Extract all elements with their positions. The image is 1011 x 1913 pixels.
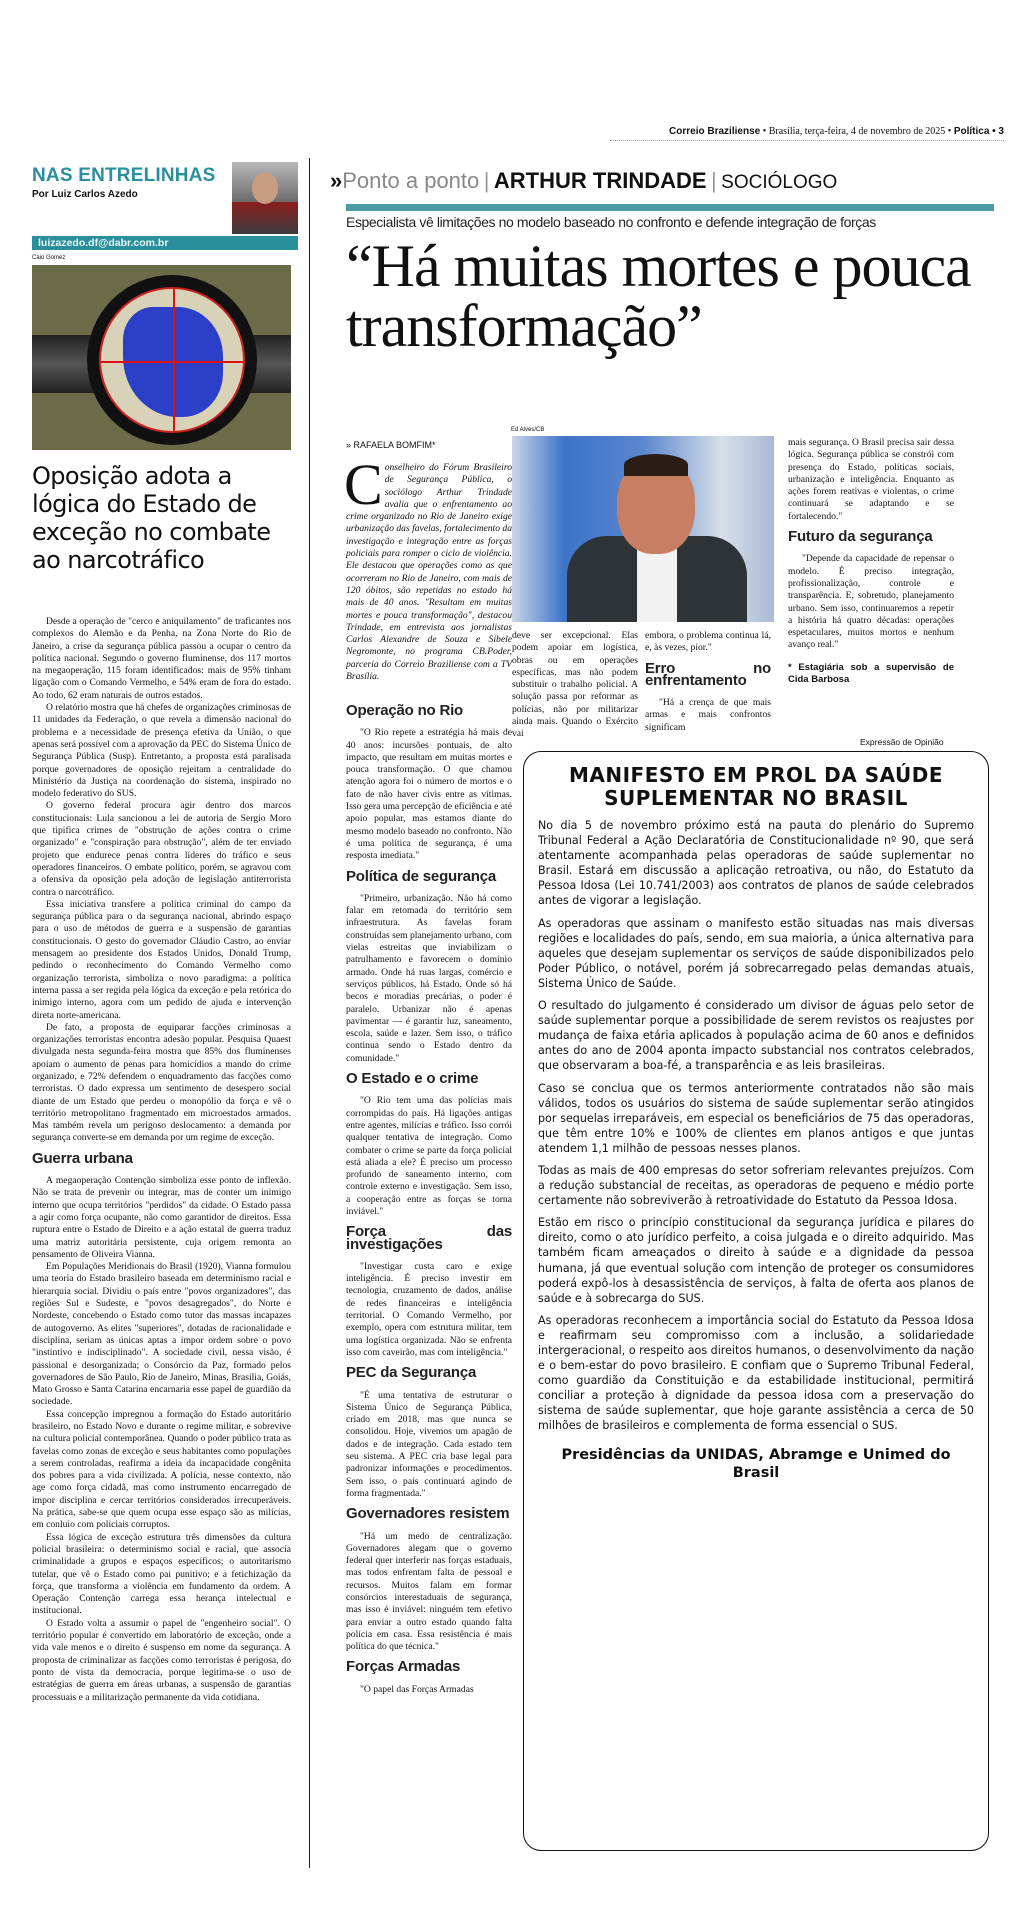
paragraph: O governo federal procura agir dentro dos marcos constitucionais: Lula sancionou a lei de autoria de Sergio Moro que tipifica crimes de "obstrução de ações contra o crime organizado" e "conspiração para obstrução", além de ter enviado projeto que endurece penas contra líderes do tráfico e seus operadores financeiros. O embate político, porém, se agravou com a ofensiva da oposição pela adoção de legislação antiterrorista contra o narcotráfico. xyxy=(32,800,291,898)
drop-cap: C xyxy=(344,452,383,517)
paragraph: A megaoperação Contenção simboliza esse ponto de inflexão. Não se trata de prevenir ou integrar, mas de conter um inimigo interno que ocupa territórios "perdidos" da cidade. O Estado passa a agir como força ocupante, não como garantidor de direitos. Essa ruptura entre o Estado de Direito e a ação estatal de guerra traduz uma matriz autoritária persistente, cuja origem remonta ao pensamento de Oliveira Vianna. xyxy=(32,1175,291,1260)
feature-right-column: mais segurança. O Brasil precisa sair dessa lógica. Segurança pública se constrói com presença do Estado, políticas sociais, urbanização e inteligência. Enquanto as ações forem reativas e violentas, o crime continuará se adaptando e se fortalecendo." Futuro da segurança "Depende da capacidade de repensar o modelo. É preciso integração, profissionalização, controle e transparência. E, sobretudo, planejamento urbano. Sem isso, continuaremos a repetir a história há quatro décadas: operações espetaculares, muitos mortos e nenhum avanço real." * Estagiária sob a supervisão de Cida Barbosa xyxy=(788,437,954,686)
column-title: NAS ENTRELINHAS xyxy=(32,165,216,186)
interviewee-name: ARTHUR TRINDADE xyxy=(493,168,707,193)
subhead-futuro: Futuro da segurança xyxy=(788,528,933,546)
feature-lede: C onselheiro do Fórum Brasileiro de Segurança Pública, o sociólogo Arthur Trindade avalia que o enfrentamento ao crime organizado no Rio de Janeiro exige urbanização das favelas, fortalecimento da investigação e integração entre as forças policiais para romper o ciclo de violência. Ele destacou que operações como as que ocorreram no Rio de Janeiro, com mais de 120 óbitos, são repetidas no estado há mais de 40 anos. "Resultam em muitas mortes e pouca transformação", destacou Trindade, em entrevista aos jornalistas Carlos Alexandre de Souza e Sibele Negromonte, no programa CB.Poder, parceria do Correio Braziliense com a TV Brasília. xyxy=(344,452,513,683)
interviewee-photo xyxy=(512,436,774,622)
paragraph: Desde a operação de "cerco e aniquilamento" de traficantes nos complexos do Alemão e da Penha, na Zona Norte do Rio de Janeiro, a crise da segurança pública passou a ocupar o centro da política nacional. Segundo o governo fluminense, dos 117 mortos na megaoperação, 115 foram identificados: mais de 95% tinham ligação com o Comando Vermelho, e 54% eram de fora do estado. Ao todo, 62 eram naturais de outros estados. xyxy=(32,616,291,701)
qa-answer: "Primeiro, urbanização. Não há como falar em retomada do território sem infraestrutura. As favelas foram construídas sem planejamento urbano, com vielas estreitas que inviabilizam o patrulhamento e favorecem o domínio armado. Onde há ruas largas, comércio e serviços públicos, há Estado. Onde só há becos e moradias precárias, o poder é paralelo. Urbanizar não é apenas pavimentar — é garantir luz, saneamento, escola, saúde e lazer. Sem isso, o tráfico continua sendo o Estado dentro da comunidade." xyxy=(346,892,512,1064)
feature-headline: “Há muitas mortes e pouca transformação” xyxy=(346,233,971,359)
paragraph: Essa iniciativa transfere a política criminal do campo da segurança pública para o da segurança nacional, abrindo espaço para o uso de métodos de guerra e a suspensão de garantias constitucionais. O gesto do governador Cláudio Castro, ao enviar mensagem ao presidente dos Estados Unidos, Donald Trump, pedindo o reconhecimento do Comando Vermelho como organização terrorista, simboliza o novo paradigma: a política interna passa a ser regida pela lógica da exceção e pela retórica do inimigo interno, agora com um pedido de ajuda e intervenção direta norte-americana. xyxy=(32,898,291,1021)
qa-subhead: Política de segurança xyxy=(346,867,497,885)
manifesto-box xyxy=(523,751,989,1851)
rifle-scope-brazil-illustration xyxy=(32,265,291,450)
section-page: Política • 3 xyxy=(953,126,1004,137)
feature-text-under-photo-a: deve ser excepcional. Elas podem apoiar em logística, obras ou em operações específicas, mas não podem substituir o trabalho policial. A solução passa por reformar as polícias, não por militarizar ainda mais. Quando o Exército vai xyxy=(512,630,638,740)
paragraph: Todas as mais de 400 empresas do setor sofreriam relevantes prejuízos. Com a redução substancial de receitas, as operadoras de pequeno e médio porte certamente não sobreviverão à retroatividade do Estatuto da Pessoa Idosa. xyxy=(538,1163,974,1208)
paragraph: Essa concepção impregnou a formação do Estado autoritário brasileiro, no Estado Novo e durante o regime militar, e sobrevive na cultura policial contemporânea. Quando o poder público trata as favelas como zonas de exceção e seus habitantes como populações a serem controladas, reafirma a ideia da incapacidade congênita dos pobres para a vida civilizada. A polícia, nesse contexto, não age como força cidadã, mas como instrumento encarregado de impor disciplina e cercar territórios considerados irrecuperáveis. Na prática, sabe-se que quem ocupa esse espaço são as milícias, em conluio com policiais corruptos. xyxy=(32,1408,291,1531)
paragraph: As operadoras que assinam o manifesto estão situadas nas mais diversas regiões e localidades do país, sendo, em sua maioria, a única alternativa para aqueles que desejam suplementar os serviços de saúde disponibilizados pelo Poder Público, o notável, porém já sobrecarregado pelas demandas atuais, Sistema Único de Saúde. xyxy=(538,916,974,990)
kicker-section: Ponto a ponto xyxy=(342,168,480,193)
feature-text-under-photo-b: embora, o problema continua lá, e, às vezes, pior." Erro no enfrentamento "Há a crença de que mais armas e mais confrontos significam xyxy=(645,630,771,733)
paragraph: Em Populações Meridionais do Brasil (1920), Vianna formulou uma teoria do Estado brasileiro baseada em determinismo racial e hierarquia social. Dividiu o país entre "povos organizadores", das regiões Sul e Sudeste, e "povos desagregados", do Norte e Nordeste, concebendo o Estado como tutor das massas incapazes de autogoverno. As elites "superiores", dotadas de racionalidade e disciplina, seriam as únicas aptas a impor ordem sobre o povo "instintivo e indisciplinado". A sociedade civil, nessa visão, é passional e desorganizada; o Consórcio da Paz, formado pelos governadores de São Paulo, Rio de Janeiro, Minas, Brasília, Goiás, Mato Grosso e Santa Catarina encarnaria esse papel de guardião da sociedade. xyxy=(32,1261,291,1408)
feature-qa-column xyxy=(346,697,512,1696)
paragraph: Caso se conclua que os termos anteriormente contratados não são mais válidos, todos os usuários do sistema de saúde suplementar serão atingidos por sequelas irreparáveis, em especial os beneficiários de 75 das operadoras, que têm entre 10% e 100% de clientes em planos antigos e que juntas atendem 1,1 milhão de pessoas nesses planos. xyxy=(538,1081,974,1155)
feature-kicker: »Ponto a ponto | ARTHUR TRINDADE | SOCIÓLOGO xyxy=(330,168,838,193)
column-divider xyxy=(309,158,310,1868)
paragraph: O resultado do julgamento é considerado um divisor de águas pelo setor de saúde suplementar porque a possibilidade de serem revistos os reajustes por mudança de faixa etária aplicados à população acima de 60 anos e definidos antes do ano de 2004 aponta impacto substancial nos contratos celebrados, que observaram a boa-fé, a transparência e as leis brasileiras. xyxy=(538,999,974,1073)
manifesto-title: MANIFESTO EM PROL DA SAÚDE SUPLEMENTAR NO BRASIL xyxy=(568,763,943,810)
paragraph: Estão em risco o princípio constitucional da segurança jurídica e pilares do direito, como o ato jurídico perfeito, a coisa julgada e o direito adquirido. Mas também ficam ameaçados o direito à saúde e a dignidade da pessoa humana, já que eventual solução com intenção de proteger os consumidores poderá expô-los à desassistência de serviços, à falta de oferta aos planos de saúde e à sobrecarga do SUS. xyxy=(538,1216,974,1305)
columnist-portrait xyxy=(232,162,298,234)
qa-answer: "Há um medo de centralização. Governadores alegam que o governo federal quer interferir nas forças estaduais, mas todos enfrentam falta de pessoal e recursos. Muitos falam em formar consórcios interestaduais de segurança, mas isso é inviável: ninguém tem efetivo para enviar a outro estado quando falta polícia em casa. Essa resistência é mais política do que técnica." xyxy=(346,1530,512,1653)
byline: » RAFAELA BOMFIM* xyxy=(346,440,436,450)
column-subhead: Guerra urbana xyxy=(32,1149,133,1167)
dateline: • Brasília, terça-feira, 4 de novembro de 2025 • xyxy=(762,126,952,137)
feature-accent-bar xyxy=(346,204,994,211)
newspaper-name: Correio Braziliense xyxy=(669,126,761,137)
column-author: Por Luiz Carlos Azedo xyxy=(32,189,138,200)
columnist-email[interactable]: luizazedo.df@dabr.com.br xyxy=(32,236,298,250)
illustration-credit: Caio Gomez xyxy=(32,255,66,261)
subhead-erro: Erro no enfrentamento xyxy=(645,659,771,689)
column-headline: Oposição adota a lógica do Estado de exceção no combate ao narcotráfico xyxy=(32,462,271,574)
qa-subhead: PEC da Segurança xyxy=(346,1364,477,1382)
paragraph: De fato, a proposta de equiparar facções criminosas a organizações terroristas encontra adesão popular. Pesquisa Quaest divulgada nesta segunda-feira mostra que 85% dos fluminenses apoiam o aumento de penas para homicídios a mando do crime organizado, e 72% defendem o enquadramento das facções como terroristas. O dado expressa um sentimento de desespero social diante de um Estado que perdeu o monopólio da força e vê o território metropolitano fragmentado em microestados armados. Mas também revela um perigoso deslocamento: a demanda por segurança converte-se em demanda por um regime de exceção. xyxy=(32,1021,291,1144)
manifesto-signature: Presidências da UNIDAS, Abramge e Unimed do Brasil xyxy=(561,1446,951,1481)
qa-answer: "O papel das Forças Armadas xyxy=(360,1683,474,1695)
paragraph: As operadoras reconhecem a importância social do Estatuto da Pessoa Idosa e reafirmam seu compromisso com a inclusão, a solidariedade intergeracional, o respeito aos direitos humanos, o desenvolvimento da nação e o bem-estar do povo brasileiro. E confiam que o Supremo Tribunal Federal, como guardião da Constituição e da estabilidade institucional, permitirá conciliar a proteção à dignidade da pessoa idosa com a preservação do sistema de saúde suplementar, que hoje garante assistência a cerca de 50 milhões de brasileiros e complementa de forma essencial o SUS. xyxy=(538,1313,974,1433)
qa-subhead: Forças Armadas xyxy=(346,1658,461,1676)
feature-deck: Especialista vê limitações no modelo baseado no confronto e defende integração de forças xyxy=(346,214,876,230)
column-header xyxy=(32,165,227,200)
photo-credit: Ed Alves/CB xyxy=(511,427,545,433)
paragraph: Essa lógica de exceção estrutura três dimensões da cultura policial brasileira: o determinismo social e racial, que associa criminalidade a grupos e espaços específicos; o autoritarismo tutelar, que vê o Estado como pai punitivo; e a fetichização da força, que transforma a violência em fundamento da ordem. A Operação Contenção carrega essa herança intelectual e institucional. xyxy=(32,1531,291,1617)
qa-answer: "Investigar custa caro e exige inteligência. É preciso investir em tecnologia, cruzamento de dados, análise de redes financeiras e inteligência territorial. O Comando Vermelho, por exemplo, opera com estrutura militar, tem uma logística organizada. Não se enfrenta isso com caveirão, mas com inteligência." xyxy=(346,1260,512,1358)
interviewee-role: SOCIÓLOGO xyxy=(721,172,838,193)
column-body xyxy=(32,616,291,1704)
qa-answer: "O Rio repete a estratégia há mais de 40 anos: incursões pontuais, de alto impacto, que resultam em muitas mortes e pouca transformação. O que chamou atenção agora foi o número de mortos e o fato de não haver civis entre as vítimas. Isso gera uma percepção de eficiência e até apoio popular, mas estamos diante do mesmo modelo baseado no confronto. Não é uma política de segurança, é uma resposta imediata." xyxy=(346,727,512,862)
qa-subhead: Operação no Rio xyxy=(346,702,464,719)
qa-subhead: Força das investigações xyxy=(346,1223,512,1253)
qa-answer: "É uma tentativa de estruturar o Sistema Único de Segurança Pública, criado em 2018, mas que nunca se consolidou. Hoje, vivemos um apagão de dados e de integração. Cada estado tem seu sistema. A PEC cria base legal para padronizar informações e procedimentos. Sem isso, o país continuará agindo de forma fragmentada." xyxy=(346,1389,512,1499)
paragraph: O Estado volta a assumir o papel de "engenheiro social". O território popular é convertido em laboratório de exceção, onde a vida vale menos e o direito é suspenso em nome da segurança. A proposta de criminalizar as facções como terroristas é perigosa, do ponto de vista da democracia, porque legitima-se o uso de estratégias de guerra em áreas urbanas, a suspensão de garantias processuais e a militarização permanente da vida cotidiana. xyxy=(32,1617,291,1703)
ad-label: Expressão de Opinião xyxy=(860,737,944,747)
qa-answer: "O Rio tem uma das polícias mais corrompidas do país. Há ligações antigas entre agentes, milícias e tráfico. Isso corrói qualquer tentativa de integração. Como combater o crime se parte da força policial está aliada a ele? É preciso um processo profundo de saneamento interno, com controle externo e investigação. Sem isso, a cooperação entre as forças se torna inviável." xyxy=(346,1095,512,1217)
qa-subhead: O Estado e o crime xyxy=(346,1070,479,1088)
intern-footnote: * Estagiária sob a supervisão de Cida Barbosa xyxy=(788,661,954,686)
paragraph: O relatório mostra que há chefes de organizações criminosas de 11 unidades da Federação, o que revela a dimensão nacional do problema e a necessidade de presença efetiva da União, o que apenas será possível com a aprovação da PEC do Sistema Único de Segurança Pública (Susp). Entretanto, a proposta está paralisada porque governadores de oposição rejeitam a centralidade do Ministério da Justiça na coordenação do sistema, inspirado no modelo federativo do SUS. xyxy=(32,702,291,800)
kicker-arrow-icon: » xyxy=(330,168,343,193)
paragraph: No dia 5 de novembro próximo está na pauta do plenário do Supremo Tribunal Federal a Ação Declaratória de Constitucionalidade nº 90, que será atentamente acompanhada pelas operadoras de saúde suplementar no Brasil. Estará em discussão a aplicação retroativa, ou não, do Estatuto da Pessoa Idosa (Lei 10.741/2003) aos contratos de planos de saúde celebrados antes de vigorar a legislação. xyxy=(538,819,974,908)
qa-subhead: Governadores resistem xyxy=(346,1505,510,1523)
manifesto-body xyxy=(538,818,974,1434)
running-head xyxy=(610,126,1004,141)
